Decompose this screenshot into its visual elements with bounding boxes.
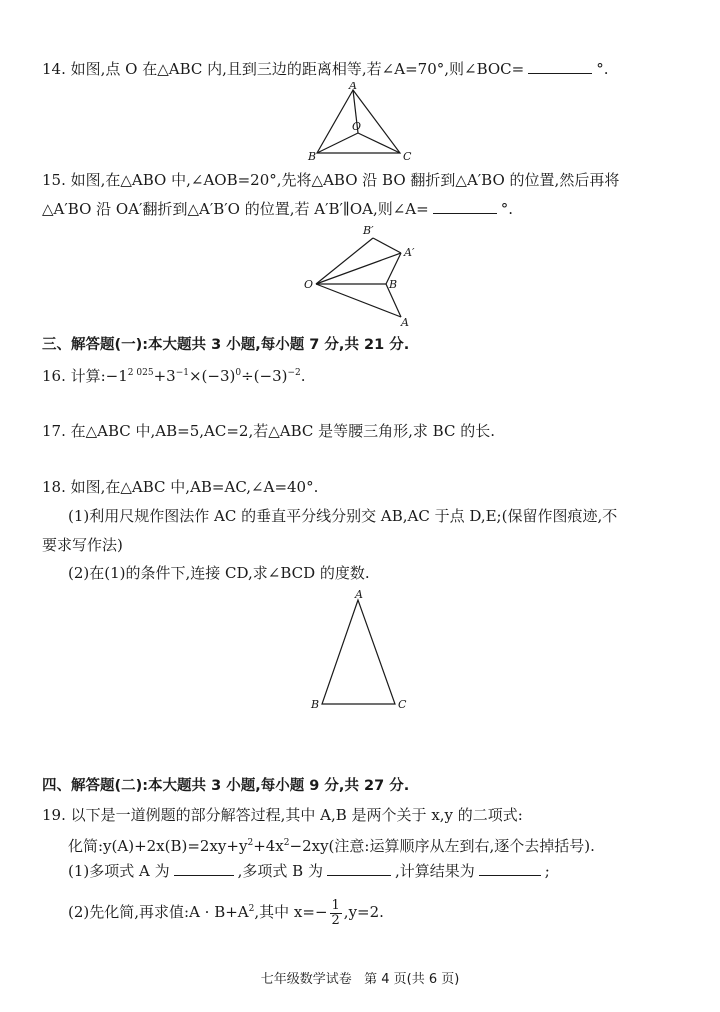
section-3-header: 三、解答题(一):本大题共 3 小题,每小题 7 分,共 21 分.: [42, 337, 410, 353]
fig14-label-b: B: [308, 150, 317, 162]
q19-blank-a[interactable]: [174, 860, 234, 876]
q16-exp1: 2 025: [127, 368, 154, 378]
q16-lead: 16. 计算:−1: [42, 367, 128, 385]
q15-text: △A′BO 沿 OA′翻折到△A′B′O 的位置,若 A′B′∥OA,则∠A=: [42, 200, 429, 218]
question-18-part1-a: (1)利用尺规作图法作 AC 的垂直平分线分别交 AB,AC 于点 D,E;(保留作图痕迹,不: [68, 507, 618, 525]
fig14-label-c: C: [403, 150, 412, 162]
q16-part1: +3: [153, 367, 176, 385]
figure-q15-folding: [300, 222, 430, 330]
q19-part1-label-a: (1)多项式 A 为: [68, 862, 170, 880]
q19-exp2: 2: [283, 838, 290, 848]
q19-expr2: +4x: [253, 837, 284, 855]
fraction-numerator: 1: [331, 897, 340, 913]
section-4-header: 四、解答题(二):本大题共 3 小题,每小题 9 分,共 27 分.: [42, 778, 410, 794]
question-15-line2: [42, 198, 680, 220]
q15-answer-blank[interactable]: [433, 198, 497, 214]
fraction-one-half: [330, 899, 342, 928]
question-18-part2: (2)在(1)的条件下,连接 CD,求∠BCD 的度数.: [68, 564, 370, 582]
question-15-line1: 15. 如图,在△ABO 中,∠AOB=20°,先将△ABO 沿 BO 翻折到△A′BO 的位置,然后再将: [42, 171, 620, 189]
q19-part2-expr: (2)先化简,再求值:A · B+A: [68, 903, 249, 921]
q16-part2: ×(−3): [188, 367, 236, 385]
q19-expr1: 化简:y(A)+2x(B)=2xy+y: [68, 837, 248, 855]
q19-part1-label-c: ,计算结果为: [394, 862, 475, 880]
q19-exp1: 2: [247, 838, 254, 848]
q19-part1-label-b: ,多项式 B 为: [237, 862, 323, 880]
figure-q18-triangle: [300, 588, 420, 714]
fraction-denominator: 2: [331, 912, 340, 928]
q19-part2-given: ,其中 x=−: [254, 903, 328, 921]
fig14-label-o: O: [352, 120, 362, 133]
q15-tail: °.: [500, 200, 513, 218]
question-19-part1: [68, 860, 680, 882]
question-18-part1-b: 要求写作法): [42, 536, 123, 554]
q19-blank-b[interactable]: [327, 860, 391, 876]
question-16: [42, 362, 680, 387]
q19-expr3: −2xy(注意:运算顺序从左到右,逐个去掉括号).: [289, 837, 595, 855]
q16-exp2: −1: [175, 368, 189, 378]
fig18-label-b: B: [311, 698, 320, 711]
q16-end: .: [300, 367, 306, 385]
figure-q14-triangle: [300, 82, 420, 162]
fig15-label-b: B: [389, 278, 398, 291]
q16-part3: ÷(−3): [241, 367, 288, 385]
fig18-label-a: A: [355, 588, 363, 601]
q19-blank-result[interactable]: [479, 860, 541, 876]
question-18-stem: 18. 如图,在△ABC 中,AB=AC,∠A=40°.: [42, 478, 319, 496]
question-14: [42, 58, 680, 80]
q14-text: 14. 如图,点 O 在△ABC 内,且到三边的距离相等,若∠A=70°,则∠BOC=: [42, 60, 525, 78]
q16-exp4: −2: [287, 368, 301, 378]
q14-tail: °.: [596, 60, 609, 78]
q16-exp3: 0: [235, 368, 242, 378]
question-17: 17. 在△ABC 中,AB=5,AC=2,若△ABC 是等腰三角形,求 BC 的长.: [42, 422, 495, 440]
question-19-simplify: [68, 832, 680, 857]
q19-part2-exp: 2: [248, 904, 255, 914]
fig15-label-a: A: [401, 316, 409, 329]
q19-part2-end: ,y=2.: [343, 903, 384, 921]
page-footer: 七年级数学试卷 第 4 页(共 6 页): [260, 972, 460, 987]
question-19-part2: [68, 898, 680, 928]
fig15-label-b-prime: B′: [363, 224, 374, 237]
question-19-stem: 19. 以下是一道例题的部分解答过程,其中 A,B 是两个关于 x,y 的二项式:: [42, 806, 523, 824]
fig15-label-a-prime: A′: [404, 246, 415, 259]
q19-part1-end: ;: [544, 862, 550, 880]
fig14-label-a: A: [349, 82, 357, 92]
fig18-label-c: C: [398, 698, 407, 711]
fig15-label-o: O: [304, 278, 314, 291]
q14-answer-blank[interactable]: [528, 58, 592, 74]
